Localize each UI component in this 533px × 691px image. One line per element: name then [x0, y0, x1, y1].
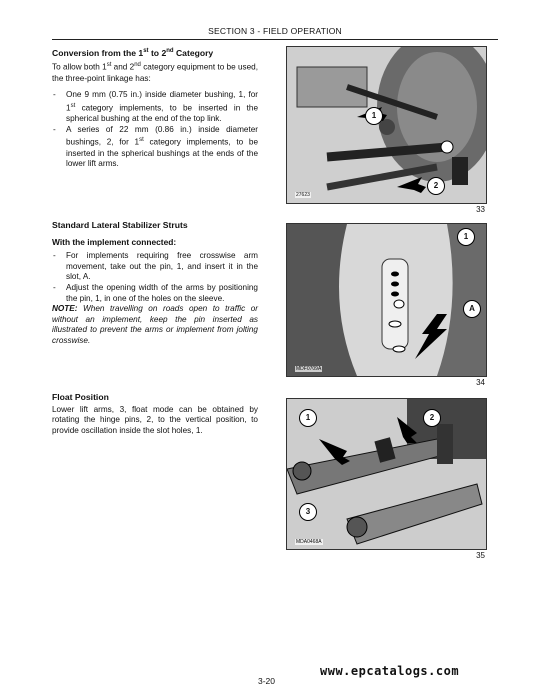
figure-34-number: 34 [476, 378, 485, 387]
linkage-drawing [287, 47, 486, 203]
stabilizer-section [52, 220, 258, 347]
stabilizer-subheading: With the implement connected: [52, 236, 177, 247]
float-body: Lower lift arms, 3, float mode can be obtained by rotating the hinge pins, 2, to the vertical position, to provide oscillation inside the slot holes, 1. [52, 404, 258, 435]
header-rule [52, 39, 498, 40]
figure-33-callout-2: 2 [427, 177, 445, 195]
conversion-section [52, 46, 258, 170]
figure-33-code: 27623 [296, 192, 310, 198]
figure-33-number: 33 [476, 205, 485, 214]
figure-35-callout-2: 2 [423, 409, 441, 427]
conversion-heading: Conversion from the 1st to 2nd Category [52, 47, 214, 58]
list-item: - A series of 22 mm (0.86 in.) inside diameter bushings, 2, for 1st category implements, to be inserted in the spherical bushings at the ends of the lower lift arms. [52, 125, 258, 170]
figure-34-illustration [286, 223, 487, 377]
list-item: - One 9 mm (0.75 in.) inside diameter bushing, 1, for 1st category implements, to be inserted in the spherical bushing at the end of the top link. [52, 90, 258, 125]
float-section [52, 392, 258, 436]
figure-34-callout-1: 1 [457, 228, 475, 246]
figure-35-code: MDA0468A [296, 539, 322, 545]
conversion-list [52, 90, 258, 170]
page-number: 3-20 [258, 676, 276, 686]
figure-35-callout-3: 3 [299, 503, 317, 521]
figure-34-callout-a: A [463, 300, 481, 318]
watermark: www.epcatalogs.com [320, 664, 460, 678]
figure-35-illustration [286, 398, 487, 550]
figure-33-illustration [286, 46, 487, 204]
stabilizer-note: NOTE: When travelling on roads open to traffic or without an implement, keep the pin inserted as illustrated to prevent the arms or implement from jolting crosswise. [52, 304, 258, 345]
stabilizer-drawing [287, 224, 486, 376]
figure-34-code: MDF0709A [296, 366, 322, 372]
conversion-intro: To allow both 1st and 2nd category equipment to be used, the three-point linkage has: [52, 62, 258, 83]
figure-35-number: 35 [476, 551, 485, 560]
float-drawing [287, 399, 486, 549]
list-item: - For implements requiring free crosswise arm movement, take out the pin, 1, and insert it in the slot, A. [52, 251, 258, 283]
section-header: SECTION 3 - FIELD OPERATION [208, 26, 342, 36]
figure-33-callout-1: 1 [365, 107, 383, 125]
figure-35-callout-1: 1 [299, 409, 317, 427]
stabilizer-list [52, 251, 258, 304]
stabilizer-heading: Standard Lateral Stabilizer Struts [52, 220, 188, 230]
list-item: - Adjust the opening width of the arms by positioning the pin, 1, in one of the holes on the sleeve. [52, 283, 258, 304]
float-heading: Float Position [52, 392, 109, 402]
